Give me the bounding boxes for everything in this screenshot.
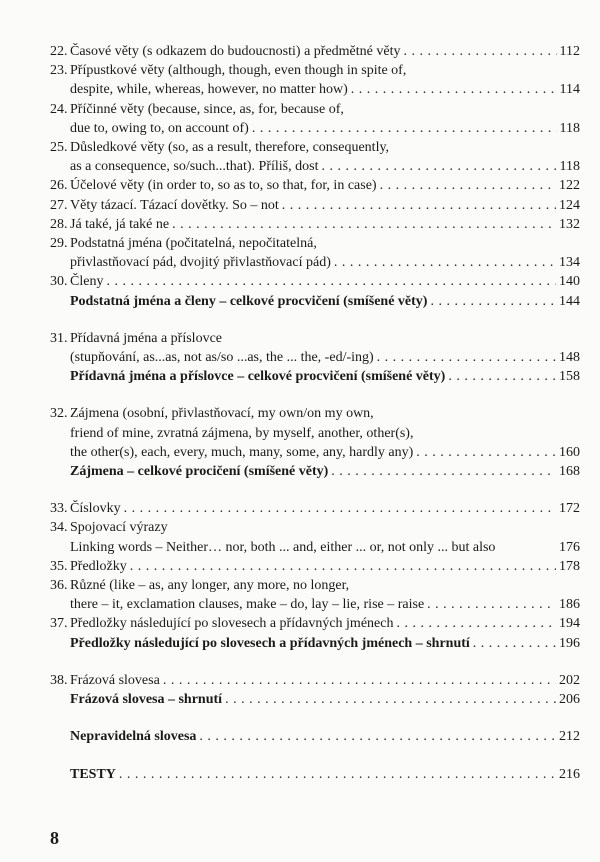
toc-page-number: 206 xyxy=(559,692,580,708)
toc-entry xyxy=(50,690,580,709)
toc-entry-number: 26. xyxy=(50,178,68,194)
toc-line xyxy=(50,348,580,367)
toc-page-number: 122 xyxy=(559,178,580,194)
dot-leader xyxy=(106,272,556,291)
toc-line xyxy=(50,272,580,291)
toc-line xyxy=(50,462,580,481)
toc-entry xyxy=(50,671,580,690)
dot-leader xyxy=(124,499,556,518)
toc-entry-number: 32. xyxy=(50,406,68,422)
toc-entry-title: Příčinné věty (because, since, as, for, because of, xyxy=(70,101,344,117)
toc-entry-number: 33. xyxy=(50,501,68,517)
toc-entry xyxy=(50,576,580,614)
dot-leader xyxy=(403,42,556,61)
toc-line xyxy=(50,61,580,80)
section-spacer xyxy=(50,481,580,499)
dot-leader xyxy=(130,557,556,576)
toc-entry xyxy=(50,727,580,746)
toc-line xyxy=(50,329,580,348)
toc-entry xyxy=(50,367,580,386)
toc-entry-title: despite, while, whereas, however, no matter how) xyxy=(70,82,348,98)
toc-line xyxy=(50,538,580,557)
toc-entry xyxy=(50,61,580,99)
toc-entry-number: 35. xyxy=(50,558,68,574)
toc-entry-title: Účelové věty (in order to, so as to, so that, for, in case) xyxy=(70,178,377,194)
toc-entry-title: Členy xyxy=(70,274,104,290)
toc-line xyxy=(50,671,580,690)
section-spacer xyxy=(50,709,580,727)
toc-line xyxy=(50,576,580,595)
toc-line xyxy=(50,42,580,61)
dot-leader xyxy=(331,462,556,481)
toc-page-number: 186 xyxy=(559,597,580,613)
dot-leader xyxy=(172,215,556,234)
dot-leader xyxy=(119,765,556,784)
dot-leader xyxy=(427,595,556,614)
toc-page-number: 194 xyxy=(559,616,580,632)
dot-leader xyxy=(163,671,556,690)
toc-page-number: 118 xyxy=(559,159,580,175)
toc-line xyxy=(50,690,580,709)
toc-entry xyxy=(50,557,580,576)
toc-page-number: 212 xyxy=(559,729,580,745)
toc-line xyxy=(50,138,580,157)
toc-entry-title: Frázová slovesa – shrnutí xyxy=(70,692,223,708)
toc-line xyxy=(50,404,580,423)
toc-entry xyxy=(50,462,580,481)
toc-entry-number: 25. xyxy=(50,140,68,156)
toc-line xyxy=(50,557,580,576)
toc-page-number: 158 xyxy=(559,369,580,385)
toc-line xyxy=(50,367,580,386)
toc-page-number: 168 xyxy=(559,464,580,480)
toc-entry xyxy=(50,499,580,518)
toc-entry-title: Různé (like – as, any longer, any more, no longer, xyxy=(70,578,350,594)
toc-entry-number: 37. xyxy=(50,616,68,632)
toc-entry-title: there – it, exclamation clauses, make – do, lay – lie, rise – raise xyxy=(70,597,425,613)
toc-page-number: 178 xyxy=(559,558,580,574)
toc-entry-title: Číslovky xyxy=(70,501,121,517)
dot-leader xyxy=(416,443,556,462)
toc-line xyxy=(50,157,580,176)
toc-page-number: 112 xyxy=(559,44,580,59)
toc-entry xyxy=(50,100,580,138)
toc-entry xyxy=(50,614,580,633)
section-spacer xyxy=(50,747,580,765)
toc-entry-title: as a consequence, so/such...that). Příliš, dost xyxy=(70,159,319,175)
toc-entry-title: TESTY xyxy=(70,766,116,782)
toc-page-number: 202 xyxy=(559,672,580,688)
toc-entry-title: Zájmena – celkové procičení (smíšené věty) xyxy=(70,464,329,480)
toc-page-number: 172 xyxy=(559,501,580,517)
toc-entry-number: 24. xyxy=(50,101,68,117)
toc-entry-title: Důsledkové věty (so, as a result, therefore, consequently, xyxy=(70,140,390,156)
toc-entry-title: Frázová slovesa xyxy=(70,672,160,688)
section-spacer xyxy=(50,653,580,671)
toc-line xyxy=(50,727,580,746)
toc-entry xyxy=(50,634,580,653)
dot-leader xyxy=(430,292,556,311)
dot-leader xyxy=(351,80,557,99)
toc-entry-title: Přípustkové věty (although, though, even though in spite of, xyxy=(70,63,407,79)
toc-entry-title: friend of mine, zvratná zájmena, by myself, another, other(s), xyxy=(70,425,414,441)
toc-entry-title: Podstatná jména (počitatelná, nepočitatelná, xyxy=(70,236,317,252)
dot-leader xyxy=(282,196,556,215)
toc-entry-title: Spojovací výrazy xyxy=(70,520,168,536)
dot-leader xyxy=(199,727,556,746)
toc-entry xyxy=(50,42,580,61)
toc-entry-title: Časové věty (s odkazem do budoucnosti) a předmětné věty xyxy=(70,44,401,59)
toc-line xyxy=(50,196,580,215)
toc-entry-title: Podstatná jména a členy – celkové procvičení (smíšené věty) xyxy=(70,293,428,309)
toc-page-number: 140 xyxy=(559,274,580,290)
toc-line xyxy=(50,499,580,518)
toc-entry-number: 29. xyxy=(50,236,68,252)
toc-line xyxy=(50,215,580,234)
toc-line xyxy=(50,443,580,462)
toc-page-number: 144 xyxy=(559,293,580,309)
toc-line xyxy=(50,253,580,272)
toc-entry-number: 23. xyxy=(50,63,68,79)
dot-leader xyxy=(473,634,556,653)
toc-entry-number: 38. xyxy=(50,672,68,688)
toc-entry xyxy=(50,329,580,367)
dot-leader xyxy=(252,119,557,138)
toc-page-number: 124 xyxy=(559,197,580,213)
toc-entry-number: 30. xyxy=(50,274,68,290)
toc-entry xyxy=(50,292,580,311)
toc-line xyxy=(50,634,580,653)
toc-entry-number: 27. xyxy=(50,197,68,213)
dot-leader xyxy=(396,614,556,633)
toc-page-number: 196 xyxy=(559,635,580,651)
toc-line xyxy=(50,614,580,633)
toc-entry-title: Předložky následující po slovesech a přídavných jménech – shrnutí xyxy=(70,635,470,651)
section-spacer xyxy=(50,386,580,404)
toc-entry xyxy=(50,196,580,215)
toc-line xyxy=(50,424,580,443)
toc-page-number: 114 xyxy=(559,82,580,98)
dot-leader xyxy=(321,157,556,176)
toc-entry xyxy=(50,138,580,176)
toc-line xyxy=(50,100,580,119)
toc-page-number: 176 xyxy=(559,539,580,555)
toc-entry xyxy=(50,234,580,272)
toc-entry-number: 22. xyxy=(50,44,68,59)
toc-line xyxy=(50,595,580,614)
section-spacer xyxy=(50,311,580,329)
dot-leader xyxy=(377,348,556,367)
toc-entry xyxy=(50,272,580,291)
toc-entry xyxy=(50,404,580,462)
toc-entry-title: Já také, já také ne xyxy=(70,216,170,232)
toc-entry-number: 36. xyxy=(50,578,68,594)
toc-line xyxy=(50,119,580,138)
toc-entry-number: 34. xyxy=(50,520,68,536)
toc-entry-title: Přídavná jména a příslovce – celkové procvičení (smíšené věty) xyxy=(70,369,446,385)
toc-entry xyxy=(50,176,580,195)
toc-entry-title: Předložky xyxy=(70,558,127,574)
toc-line xyxy=(50,518,580,537)
toc-page-number: 134 xyxy=(559,255,580,271)
toc-line xyxy=(50,234,580,253)
toc-page-number: 148 xyxy=(559,350,580,366)
table-of-contents xyxy=(50,42,580,784)
toc-entry-number: 28. xyxy=(50,216,68,232)
toc-entry xyxy=(50,215,580,234)
toc-entry-title: the other(s), each, every, much, many, some, any, hardly any) xyxy=(70,444,414,460)
toc-entry-title: Přídavná jména a příslovce xyxy=(70,330,223,346)
toc-page-number: 118 xyxy=(559,120,580,136)
dot-leader xyxy=(225,690,556,709)
toc-entry-title: Věty tázací. Tázací dovětky. So – not xyxy=(70,197,279,213)
toc-line xyxy=(50,292,580,311)
toc-entry xyxy=(50,518,580,556)
toc-entry-title: Nepravidelná slovesa xyxy=(70,729,197,745)
toc-entry-title: due to, owing to, on account of) xyxy=(70,120,249,136)
toc-entry-number: 31. xyxy=(50,330,68,346)
dot-leader xyxy=(334,253,556,272)
toc-line xyxy=(50,176,580,195)
toc-page-number: 132 xyxy=(559,216,580,232)
toc-page-number: 216 xyxy=(559,766,580,782)
page-number: 8 xyxy=(50,828,59,848)
dot-leader xyxy=(380,176,556,195)
toc-entry-title: (stupňování, as...as, not as/so ...as, the ... the, -ed/-ing) xyxy=(70,350,374,366)
toc-entry xyxy=(50,765,580,784)
toc-entry-title: Předložky následující po slovesech a přídavných jménech xyxy=(70,616,394,632)
toc-page-number: 160 xyxy=(559,444,580,460)
toc-entry-title: Linking words – Neither… nor, both ... and, either ... or, not only ... but also xyxy=(70,539,496,555)
toc-line xyxy=(50,765,580,784)
toc-line xyxy=(50,80,580,99)
toc-entry-title: přivlastňovací pád, dvojitý přivlastňovací pád) xyxy=(70,255,331,271)
toc-entry-title: Zájmena (osobní, přivlastňovací, my own/on my own, xyxy=(70,406,374,422)
dot-leader xyxy=(448,367,556,386)
